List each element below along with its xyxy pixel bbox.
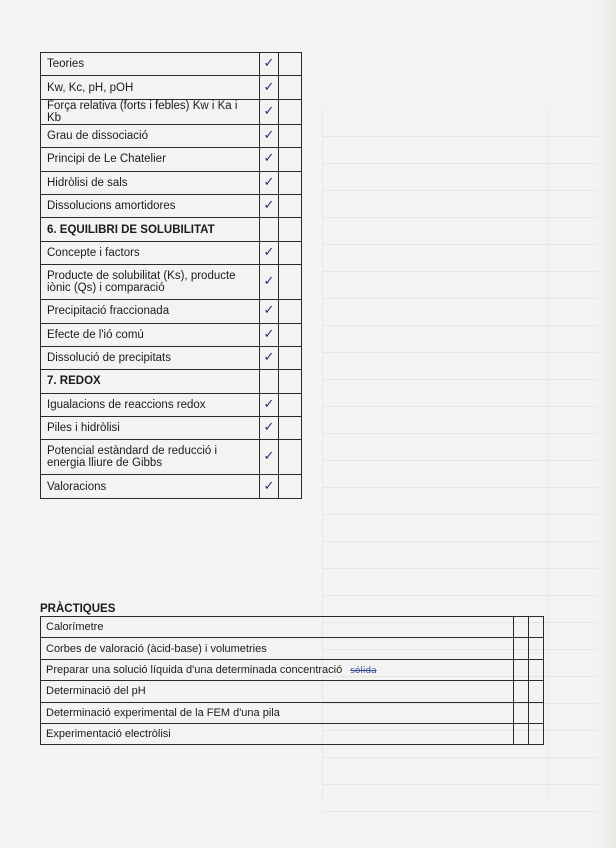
- practice-cell: [41, 723, 514, 744]
- check-cell: [260, 300, 279, 323]
- checklist-row: [41, 76, 302, 99]
- checklist-row: [41, 99, 302, 124]
- handwritten-annotation: sólida: [350, 665, 377, 676]
- empty-cell: [514, 617, 529, 638]
- topic-label: Dissolució de precipitats: [41, 346, 260, 369]
- topic-label: Kw, Kc, pH, pOH: [41, 76, 260, 99]
- checklist-row: [41, 475, 302, 498]
- empty-cell: [279, 370, 302, 393]
- practice-row: [41, 723, 544, 744]
- empty-cell: [514, 702, 529, 723]
- checkmark-icon: ✓: [263, 303, 275, 319]
- check-cell: [260, 76, 279, 99]
- topic-label: Hidròlisi de sals: [41, 171, 260, 194]
- check-cell: [260, 440, 279, 475]
- topic-label: Potencial estàndard de reducció i energia lliure de Gibbs: [41, 440, 260, 475]
- practice-row: [41, 617, 544, 638]
- check-cell: [260, 393, 279, 416]
- checklist-row: [41, 265, 302, 300]
- check-cell: [260, 218, 279, 241]
- empty-cell: [529, 723, 544, 744]
- checklist-row: [41, 194, 302, 217]
- checklist-row: [41, 300, 302, 323]
- practice-cell: [41, 702, 514, 723]
- empty-cell: [514, 723, 529, 744]
- check-cell: [260, 171, 279, 194]
- practice-row: [41, 681, 544, 702]
- empty-cell: [279, 346, 302, 369]
- empty-cell: [279, 171, 302, 194]
- empty-cell: [279, 148, 302, 171]
- practice-cell: [41, 659, 514, 680]
- topic-label: Igualacions de reaccions redox: [41, 393, 260, 416]
- checklist-row: [41, 171, 302, 194]
- checkmark-icon: ✓: [263, 449, 275, 465]
- checkmark-icon: ✓: [263, 326, 275, 342]
- practice-cell: [41, 681, 514, 702]
- checkmark-icon: ✓: [263, 151, 275, 167]
- empty-cell: [529, 638, 544, 659]
- check-cell: [260, 53, 279, 76]
- practice-cell: [41, 638, 514, 659]
- practice-label: Determinació experimental de la FEM d'una pila: [46, 706, 280, 719]
- empty-cell: [279, 393, 302, 416]
- empty-cell: [279, 124, 302, 147]
- empty-cell: [279, 218, 302, 241]
- checkmark-icon: ✓: [263, 244, 275, 260]
- checklist-row: [41, 393, 302, 416]
- topic-label: Piles i hidròlisi: [41, 417, 260, 440]
- check-cell: [260, 148, 279, 171]
- checklist-row: [41, 124, 302, 147]
- check-cell: [260, 265, 279, 300]
- check-cell: [260, 241, 279, 264]
- empty-cell: [279, 99, 302, 124]
- section-title: 6. EQUILIBRI DE SOLUBILITAT: [41, 218, 260, 241]
- checkmark-icon: ✓: [263, 420, 275, 436]
- empty-cell: [279, 417, 302, 440]
- checklist-row: [41, 417, 302, 440]
- checklist-row: [41, 440, 302, 475]
- empty-cell: [279, 440, 302, 475]
- empty-cell: [514, 659, 529, 680]
- check-cell: [260, 370, 279, 393]
- check-cell: [260, 417, 279, 440]
- checkmark-icon: ✓: [263, 274, 275, 290]
- empty-cell: [529, 617, 544, 638]
- empty-cell: [529, 659, 544, 680]
- practiques-table: [40, 616, 544, 745]
- practice-label: Corbes de valoració (àcid-base) i volumetries: [46, 642, 267, 655]
- section-header-row: [41, 370, 302, 393]
- practice-row: [41, 702, 544, 723]
- checklist-row: [41, 323, 302, 346]
- checkmark-icon: ✓: [263, 198, 275, 214]
- checkmark-icon: ✓: [263, 174, 275, 190]
- empty-cell: [514, 681, 529, 702]
- section-title: 7. REDOX: [41, 370, 260, 393]
- checkmark-icon: ✓: [263, 103, 275, 119]
- checkmark-icon: ✓: [263, 350, 275, 366]
- empty-cell: [514, 638, 529, 659]
- empty-cell: [279, 194, 302, 217]
- topic-label: Força relativa (forts i febles) Kw i Ka i Kb: [41, 99, 260, 124]
- check-cell: [260, 99, 279, 124]
- empty-cell: [279, 265, 302, 300]
- practice-cell: [41, 617, 514, 638]
- topics-checklist-table: [40, 52, 302, 499]
- checkmark-icon: ✓: [263, 396, 275, 412]
- empty-cell: [279, 241, 302, 264]
- topic-label: Producte de solubilitat (Ks), producte iònic (Qs) i comparació: [41, 265, 260, 300]
- checkmark-icon: ✓: [263, 478, 275, 494]
- empty-cell: [279, 76, 302, 99]
- checkmark-icon: ✓: [263, 56, 275, 72]
- topic-label: Grau de dissociació: [41, 124, 260, 147]
- topic-label: Teories: [41, 53, 260, 76]
- show-through-line: [548, 110, 549, 800]
- check-cell: [260, 194, 279, 217]
- empty-cell: [529, 702, 544, 723]
- topic-label: Precipitació fraccionada: [41, 300, 260, 323]
- checklist-row: [41, 53, 302, 76]
- page-edge: [598, 0, 616, 848]
- practice-label: Experimentació electròlisi: [46, 728, 171, 741]
- checkmark-icon: ✓: [263, 127, 275, 143]
- check-cell: [260, 475, 279, 498]
- check-cell: [260, 124, 279, 147]
- checkmark-icon: ✓: [263, 79, 275, 95]
- checklist-row: [41, 148, 302, 171]
- empty-cell: [529, 681, 544, 702]
- topic-label: Efecte de l'ió comú: [41, 323, 260, 346]
- empty-cell: [279, 53, 302, 76]
- checklist-row: [41, 346, 302, 369]
- practice-label: Calorímetre: [46, 621, 104, 634]
- section-header-row: [41, 218, 302, 241]
- check-cell: [260, 323, 279, 346]
- check-cell: [260, 346, 279, 369]
- topic-label: Principi de Le Chatelier: [41, 148, 260, 171]
- practice-label: Determinació del pH: [46, 685, 146, 698]
- practice-row: [41, 638, 544, 659]
- empty-cell: [279, 300, 302, 323]
- practice-label: Preparar una solució líquida d'una determinada concentració: [46, 663, 343, 676]
- practice-row: [41, 659, 544, 680]
- topic-label: Dissolucions amortidores: [41, 194, 260, 217]
- checklist-row: [41, 241, 302, 264]
- empty-cell: [279, 323, 302, 346]
- topic-label: Valoracions: [41, 475, 260, 498]
- practiques-title: PRÀCTIQUES: [40, 603, 116, 615]
- topic-label: Concepte i factors: [41, 241, 260, 264]
- empty-cell: [279, 475, 302, 498]
